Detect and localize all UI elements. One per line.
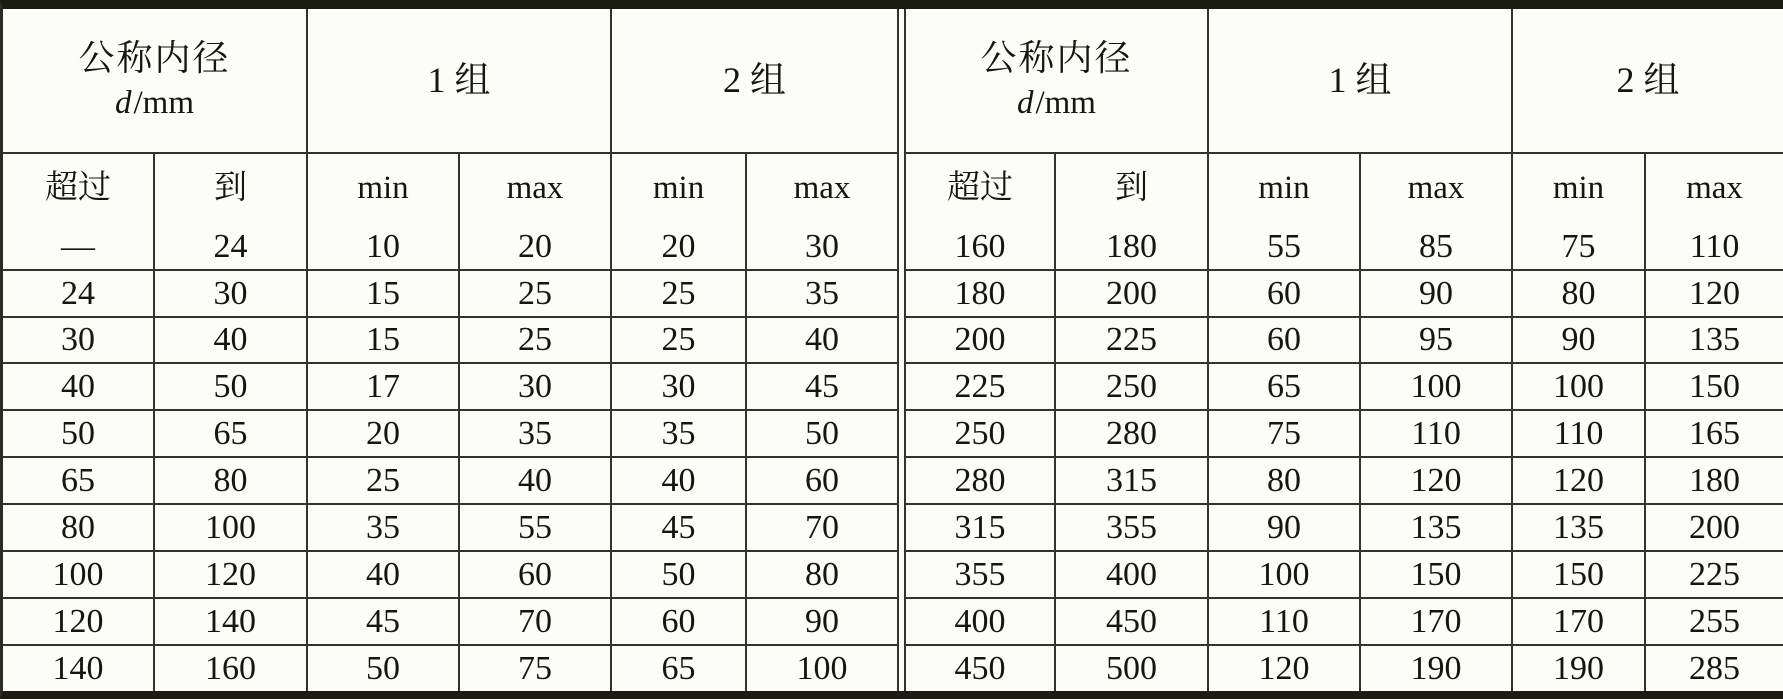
table-row (905, 153, 1783, 224)
table-cell: 80 (1512, 270, 1645, 317)
table-right-half (904, 9, 1783, 691)
table-cell: 250 (1055, 363, 1208, 410)
table-cell: 35 (459, 410, 611, 457)
table-cell: 200 (1055, 270, 1208, 317)
nominal-diameter-label: 公称内径 (980, 37, 1133, 78)
table-cell: 95 (1360, 317, 1512, 364)
header-min-g2-right: min (1512, 153, 1645, 224)
table-row (3, 153, 898, 224)
table-cell: 30 (154, 270, 307, 317)
table-row (3, 410, 898, 457)
table-cell: 90 (1360, 270, 1512, 317)
header-over-left: 超过 (3, 153, 154, 224)
table-cell: 25 (459, 317, 611, 364)
header-min-g1-left: min (307, 153, 459, 224)
table-cell: 50 (611, 551, 746, 598)
table-cell: 400 (1055, 551, 1208, 598)
table-cell: 65 (154, 410, 307, 457)
header-min-g2-left: min (611, 153, 746, 224)
table-cell: 100 (154, 504, 307, 551)
table-row (3, 457, 898, 504)
table-cell: 40 (746, 317, 898, 364)
table-cell: 280 (1055, 410, 1208, 457)
table-cell: 25 (611, 317, 746, 364)
table-cell: 450 (905, 645, 1055, 691)
table-cell: 90 (1512, 317, 1645, 364)
table-cell: 140 (3, 645, 154, 691)
table-cell: 24 (3, 270, 154, 317)
table-cell: 50 (154, 363, 307, 410)
table-cell: 20 (307, 410, 459, 457)
table-cell: 150 (1645, 363, 1783, 410)
table-cell: 140 (154, 598, 307, 645)
table-row (3, 598, 898, 645)
table-cell: 225 (1645, 551, 1783, 598)
table-cell: 120 (3, 598, 154, 645)
table-cell: 80 (3, 504, 154, 551)
table-row (905, 598, 1783, 645)
table-row (3, 270, 898, 317)
table-cell: 50 (746, 410, 898, 457)
table-cell: 40 (307, 551, 459, 598)
table-cell: 75 (459, 645, 611, 691)
table-cell: 30 (746, 224, 898, 270)
table-cell: 70 (459, 598, 611, 645)
table-cell: 165 (1645, 410, 1783, 457)
table-cell: 85 (1360, 224, 1512, 270)
table-cell: 190 (1360, 645, 1512, 691)
table-cell: 170 (1512, 598, 1645, 645)
table-cell: 60 (1208, 317, 1360, 364)
table-row (3, 551, 898, 598)
table-cell: 80 (154, 457, 307, 504)
table-cell: 200 (905, 317, 1055, 364)
table-cell: 30 (459, 363, 611, 410)
table-cell: 355 (905, 551, 1055, 598)
header-nominal-diameter-right (905, 9, 1208, 153)
table-cell: 24 (154, 224, 307, 270)
table-cell: — (3, 224, 154, 270)
table-cell: 30 (3, 317, 154, 364)
table-row (3, 317, 898, 364)
table-cell: 450 (1055, 598, 1208, 645)
table-cell: 120 (154, 551, 307, 598)
table-cell: 75 (1208, 410, 1360, 457)
diameter-unit-label: d/mm (115, 85, 195, 122)
table-cell: 35 (611, 410, 746, 457)
table-cell: 40 (459, 457, 611, 504)
table-cell: 70 (746, 504, 898, 551)
table-cell: 17 (307, 363, 459, 410)
header-group-2-left: 2 组 (611, 9, 898, 153)
header-nominal-diameter-left (3, 9, 307, 153)
table-cell: 170 (1360, 598, 1512, 645)
table-cell: 135 (1360, 504, 1512, 551)
table-cell: 10 (307, 224, 459, 270)
table-cell: 25 (307, 457, 459, 504)
table-cell: 100 (1360, 363, 1512, 410)
header-max-g1-right: max (1360, 153, 1512, 224)
header-group-1-right: 1 组 (1208, 9, 1512, 153)
table-cell: 160 (905, 224, 1055, 270)
table-cell: 90 (1208, 504, 1360, 551)
table-cell: 45 (307, 598, 459, 645)
table-row (905, 410, 1783, 457)
header-to-left: 到 (154, 153, 307, 224)
table-row (905, 9, 1783, 153)
table-cell: 80 (1208, 457, 1360, 504)
header-group-1-left: 1 组 (307, 9, 611, 153)
table-cell: 50 (307, 645, 459, 691)
table-left-half (3, 9, 899, 691)
table-cell: 180 (905, 270, 1055, 317)
table-cell: 60 (746, 457, 898, 504)
table-row (905, 224, 1783, 270)
table-cell: 55 (1208, 224, 1360, 270)
table-row (3, 363, 898, 410)
table-cell: 75 (1512, 224, 1645, 270)
table-cell: 190 (1512, 645, 1645, 691)
table-cell: 120 (1645, 270, 1783, 317)
table-cell: 400 (905, 598, 1055, 645)
table-cell: 135 (1645, 317, 1783, 364)
table-cell: 120 (1360, 457, 1512, 504)
header-max-g2-left: max (746, 153, 898, 224)
table-cell: 40 (3, 363, 154, 410)
nominal-diameter-label: 公称内径 (78, 37, 231, 78)
header-min-g1-right: min (1208, 153, 1360, 224)
table-cell: 100 (746, 645, 898, 691)
header-to-right: 到 (1055, 153, 1208, 224)
table-cell: 160 (154, 645, 307, 691)
table-cell: 55 (459, 504, 611, 551)
table-cell: 20 (611, 224, 746, 270)
table-cell: 225 (905, 363, 1055, 410)
table-cell: 110 (1512, 410, 1645, 457)
table-cell: 100 (3, 551, 154, 598)
table-cell: 45 (611, 504, 746, 551)
table-row (905, 317, 1783, 364)
table-cell: 65 (611, 645, 746, 691)
table-cell: 200 (1645, 504, 1783, 551)
table-cell: 110 (1645, 224, 1783, 270)
table-cell: 180 (1645, 457, 1783, 504)
table-cell: 120 (1208, 645, 1360, 691)
table-cell: 150 (1512, 551, 1645, 598)
table-cell: 150 (1360, 551, 1512, 598)
table-cell: 225 (1055, 317, 1208, 364)
table-cell: 135 (1512, 504, 1645, 551)
header-max-g2-right: max (1645, 153, 1783, 224)
table-cell: 285 (1645, 645, 1783, 691)
header-max-g1-left: max (459, 153, 611, 224)
table-cell: 100 (1512, 363, 1645, 410)
table-cell: 50 (3, 410, 154, 457)
table-row (905, 645, 1783, 691)
table-cell: 35 (307, 504, 459, 551)
table-cell: 90 (746, 598, 898, 645)
table-cell: 65 (3, 457, 154, 504)
table-cell: 35 (746, 270, 898, 317)
table-cell: 60 (1208, 270, 1360, 317)
table-cell: 20 (459, 224, 611, 270)
table-cell: 100 (1208, 551, 1360, 598)
table-cell: 15 (307, 317, 459, 364)
table-cell: 500 (1055, 645, 1208, 691)
header-group-2-right: 2 组 (1512, 9, 1783, 153)
table-cell: 255 (1645, 598, 1783, 645)
table-row (3, 224, 898, 270)
table-cell: 280 (905, 457, 1055, 504)
table-row (3, 645, 898, 691)
table-cell: 110 (1360, 410, 1512, 457)
table-row (905, 270, 1783, 317)
diameter-unit-label: d/mm (1016, 85, 1096, 122)
table-cell: 80 (746, 551, 898, 598)
table-cell: 355 (1055, 504, 1208, 551)
table-row (905, 457, 1783, 504)
table-cell: 110 (1208, 598, 1360, 645)
table-row (905, 363, 1783, 410)
table-cell: 315 (905, 504, 1055, 551)
table-cell: 30 (611, 363, 746, 410)
table-row (905, 504, 1783, 551)
table-cell: 60 (611, 598, 746, 645)
table-cell: 40 (611, 457, 746, 504)
table-row (905, 551, 1783, 598)
table-cell: 40 (154, 317, 307, 364)
table-cell: 315 (1055, 457, 1208, 504)
header-over-right: 超过 (905, 153, 1055, 224)
table-cell: 60 (459, 551, 611, 598)
table-cell: 180 (1055, 224, 1208, 270)
table-cell: 25 (459, 270, 611, 317)
table-cell: 120 (1512, 457, 1645, 504)
table-cell: 65 (1208, 363, 1360, 410)
table-cell: 250 (905, 410, 1055, 457)
table-row (3, 9, 898, 153)
table-cell: 15 (307, 270, 459, 317)
table-row (3, 504, 898, 551)
table-cell: 25 (611, 270, 746, 317)
table-cell: 45 (746, 363, 898, 410)
